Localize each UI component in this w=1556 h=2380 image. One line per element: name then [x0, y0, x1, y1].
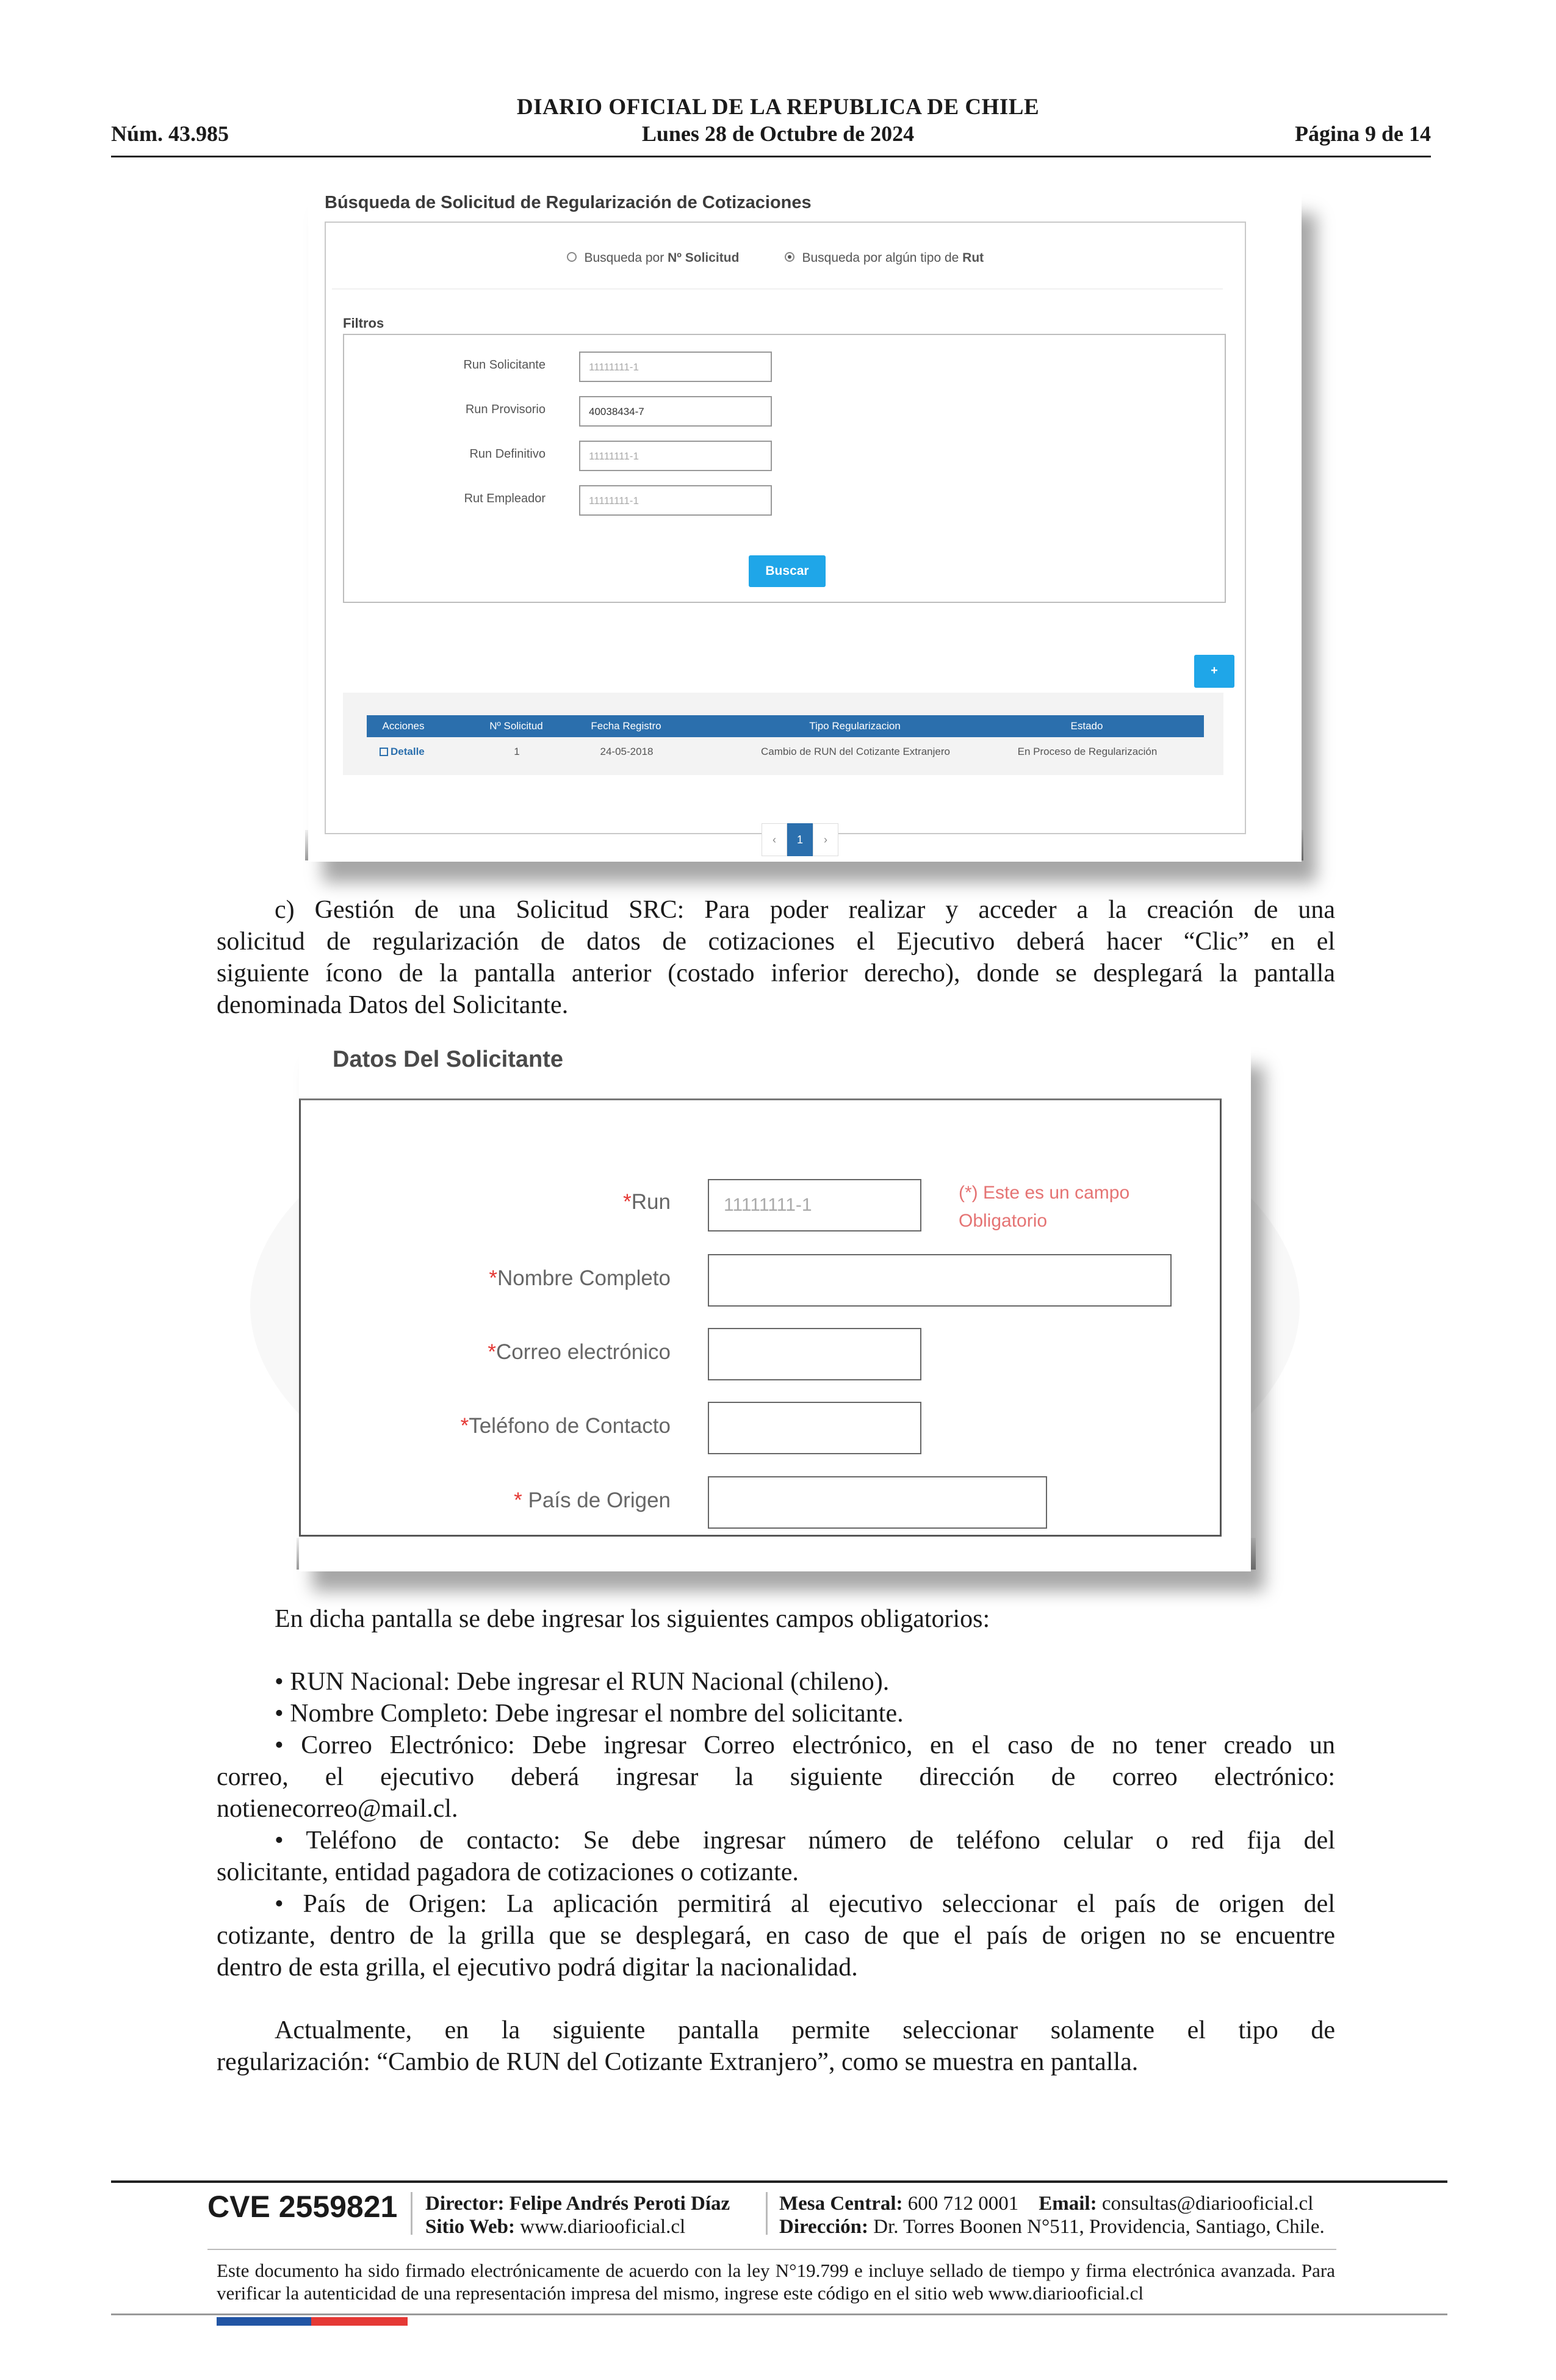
bullet-run: • RUN Nacional: Debe ingresar el RUN Nacional (chileno).	[275, 1668, 890, 1696]
issue-number: Núm. 43.985	[111, 121, 229, 146]
cell-fecha: 24-05-2018	[600, 746, 654, 757]
pager-next[interactable]: ›	[813, 823, 838, 856]
pais-label: * País de Origen	[514, 1488, 671, 1512]
flag-stripe-red	[311, 2317, 408, 2326]
cell-tipo: Cambio de RUN del Cotizante Extranjero	[761, 746, 950, 757]
bullet-correo-2: correo, el ejecutivo deberá ingresar la siguiente dirección de correo electrónico:	[217, 1763, 1335, 1791]
footer-bottom-rule	[111, 2313, 1447, 2315]
filters-label: Filtros	[343, 316, 384, 331]
table-row	[367, 743, 1205, 768]
footer-rule	[111, 2180, 1447, 2183]
bullet-telefono-2: solicitante, entidad pagadora de cotizaciones o cotizante.	[217, 1858, 799, 1886]
rut-empleador-label: Rut Empleador	[464, 492, 546, 505]
telefono-label: *Teléfono de Contacto	[460, 1414, 671, 1438]
run-solicitante-input[interactable]: 11111111-1	[579, 352, 772, 382]
footer-divider	[411, 2192, 412, 2235]
last-para-1: Actualmente, en la siguiente pantalla permite seleccionar solamente el tipo de	[275, 2016, 1335, 2044]
footer-contact: Mesa Central: 600 712 0001 Email: consultas@diariooficial.cl Dirección: Dr. Torres Boonen N°511, Providencia, Santiago, Chile.	[779, 2193, 1325, 2238]
add-request-button[interactable]: +	[1194, 655, 1234, 688]
correo-input[interactable]	[708, 1328, 921, 1380]
cve-code: CVE 2559821	[207, 2190, 398, 2224]
pager-page-1[interactable]: 1	[787, 823, 813, 856]
footer-director: Director: Felipe Andrés Peroti Díaz Sitio Web: www.diariooficial.cl	[425, 2193, 730, 2238]
cell-estado: En Proceso de Regularización	[1017, 746, 1158, 757]
pager-prev[interactable]: ‹	[762, 823, 787, 856]
search-panel	[325, 222, 1246, 846]
cell-nro-solicitud: 1	[514, 746, 520, 757]
signature-note: Este documento ha sido firmado electrónicamente de acuerdo con la ley N°19.799 e incluye sellado de tiempo y firma electrónica avanzada. Para verificar la autenticidad de una representación impresa del mismo, ingrese este código en el sitio web www.diariooficial.cl	[217, 2260, 1335, 2304]
bullet-correo-1: • Correo Electrónico: Debe ingresar Correo electrónico, en el caso de no tener creado un	[275, 1731, 1335, 1759]
para-c-line-1: c) Gestión de una Solicitud SRC: Para poder realizar y acceder a la creación de una	[275, 896, 1335, 924]
telefono-input[interactable]	[708, 1402, 921, 1454]
run-solicitante-label: Run Solicitante	[463, 358, 546, 372]
radio-solicitud-circle[interactable]	[567, 252, 577, 262]
applicant-screenshot	[299, 1047, 1251, 1571]
pais-input[interactable]	[708, 1476, 1047, 1529]
last-para-2: regularización: “Cambio de RUN del Cotizante Extranjero”, como se muestra en pantalla.	[217, 2048, 1139, 2076]
run-definitivo-label: Run Definitivo	[469, 447, 546, 461]
flag-stripe-blue	[217, 2317, 311, 2326]
page-number: Página 9 de 14	[1294, 121, 1431, 146]
footer-divider	[766, 2192, 768, 2235]
bullet-pais-3: dentro de esta grilla, el ejecutivo podrá digitar la nacionalidad.	[217, 1953, 858, 1982]
results-table-header	[367, 715, 1204, 737]
radio-rut-circle[interactable]	[785, 252, 794, 262]
applicant-screen-title: Datos Del Solicitante	[333, 1047, 563, 1072]
col-tipo-regularizacion: Tipo Regularizacion	[809, 720, 901, 732]
intro-text: En dicha pantalla se debe ingresar los siguientes campos obligatorios:	[275, 1605, 990, 1633]
bullet-telefono-1: • Teléfono de contacto: Se debe ingresar número de teléfono celular o red fija del	[275, 1826, 1335, 1855]
applicant-panel	[299, 1098, 1222, 1537]
run-input[interactable]: 11111111-1	[708, 1179, 921, 1231]
search-screen-title: Búsqueda de Solicitud de Regularización de Cotizaciones	[325, 193, 812, 212]
run-provisorio-input[interactable]: 40038434-7	[579, 396, 772, 427]
rut-empleador-input[interactable]: 11111111-1	[579, 485, 772, 516]
bullet-correo-3: notienecorreo@mail.cl.	[217, 1795, 458, 1823]
para-c-line-4: denominada Datos del Solicitante.	[217, 991, 569, 1019]
required-note: (*) Este es un campo Obligatorio	[959, 1183, 1130, 1231]
search-button[interactable]: Buscar	[749, 555, 826, 587]
header-rule	[111, 156, 1431, 157]
bullet-pais-2: cotizante, dentro de la grilla que se desplegará, en caso de que el país de origen no se encuentre	[217, 1922, 1335, 1950]
radio-by-rut[interactable]: Busqueda por algún tipo de Rut	[785, 251, 984, 265]
col-estado: Estado	[1070, 720, 1103, 732]
col-nro-solicitud: Nº Solicitud	[489, 720, 543, 732]
detalle-link[interactable]: Detalle	[380, 746, 425, 758]
run-definitivo-input[interactable]: 11111111-1	[579, 441, 772, 471]
para-c-line-3: siguiente ícono de la pantalla anterior (costado inferior derecho), donde se desplegará la pantalla	[217, 959, 1335, 987]
correo-label: *Correo electrónico	[488, 1340, 671, 1364]
nombre-label: *Nombre Completo	[489, 1266, 671, 1290]
run-provisorio-label: Run Provisorio	[465, 403, 546, 416]
publication-title: DIARIO OFICIAL DE LA REPUBLICA DE CHILE	[516, 95, 1040, 120]
col-fecha-registro: Fecha Registro	[591, 720, 661, 732]
issue-date: Lunes 28 de Octubre de 2024	[641, 121, 915, 146]
run-label: *Run	[623, 1190, 671, 1214]
bullet-nombre: • Nombre Completo: Debe ingresar el nombre del solicitante.	[275, 1700, 904, 1728]
detail-icon	[380, 748, 388, 756]
bullet-pais-1: • País de Origen: La aplicación permitirá al ejecutivo seleccionar el país de origen del	[275, 1890, 1335, 1918]
para-c-line-2: solicitud de regularización de datos de cotizaciones el Ejecutivo deberá hacer “Clic” en el	[217, 928, 1335, 956]
col-acciones: Acciones	[382, 720, 425, 732]
radio-by-solicitud[interactable]: Busqueda por Nº Solicitud	[567, 251, 739, 265]
nombre-input[interactable]	[708, 1254, 1172, 1307]
footer-divider-line	[207, 2249, 1336, 2250]
search-screenshot	[308, 193, 1302, 862]
